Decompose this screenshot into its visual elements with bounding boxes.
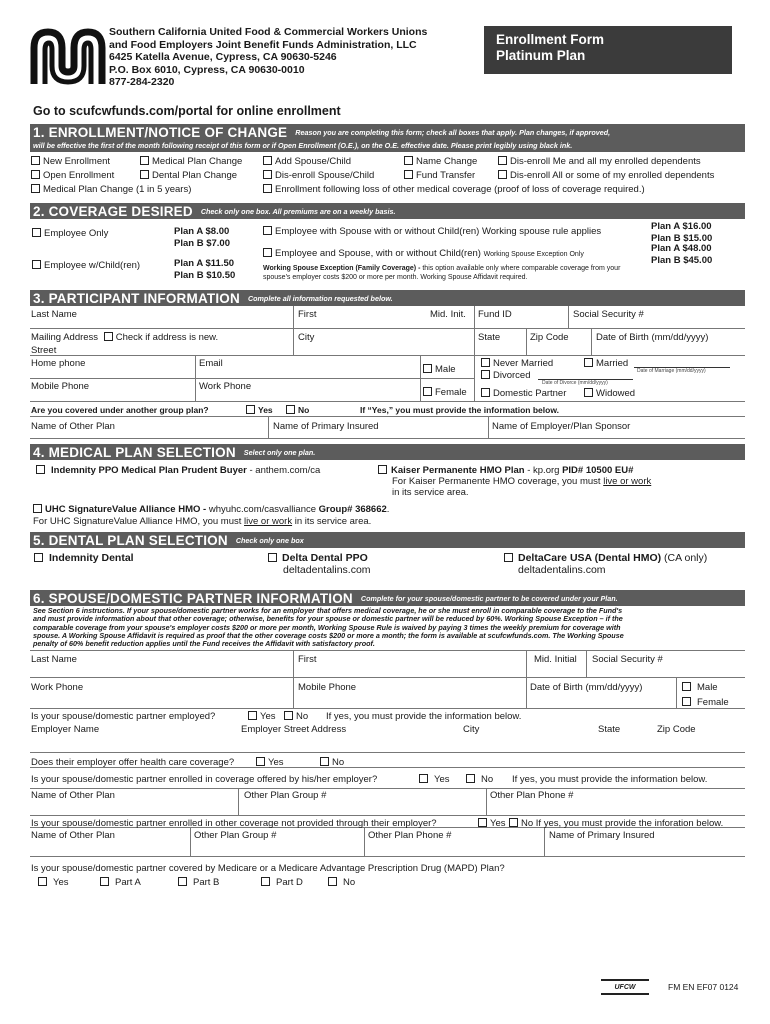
ssn-field[interactable]: Social Security # <box>573 309 644 320</box>
divorced-checkbox[interactable] <box>481 370 531 381</box>
divider <box>364 827 365 856</box>
no-label: No <box>481 774 494 785</box>
checkbox-icon <box>682 697 691 706</box>
employee-spouse-checkbox[interactable] <box>263 248 584 259</box>
no-label: No <box>332 757 345 768</box>
section-5-title: 5. DENTAL PLAN SELECTION <box>33 532 228 548</box>
employee-child-plan-b: Plan B $10.50 <box>174 270 236 281</box>
checkbox-icon <box>481 358 490 367</box>
disenroll-some-checkbox[interactable] <box>498 170 714 181</box>
form-title-badge <box>484 26 732 74</box>
divider <box>30 355 745 356</box>
section-1-title: 1. ENROLLMENT/NOTICE OF CHANGE <box>33 124 288 140</box>
add-spouse-checkbox[interactable] <box>263 156 351 167</box>
form-code: FM EN EF07 0124 <box>668 982 739 992</box>
checkbox-icon <box>263 156 272 165</box>
section-4-note: Select only one plan. <box>243 447 316 457</box>
other-group-yes-checkbox[interactable] <box>246 405 273 415</box>
kaiser-note-text: For Kaiser Permanente HMO coverage, you must <box>392 476 604 487</box>
checkbox-icon <box>284 711 293 720</box>
female-checkbox[interactable] <box>423 387 467 398</box>
married-label: Married <box>596 358 629 369</box>
section-5-note: Check only one box <box>235 535 304 545</box>
wse-note-text: this option available only where comparable coverage from your <box>422 265 621 272</box>
address-new-label: Check if address is new. <box>115 332 219 343</box>
part-b-label: Part B <box>193 877 220 888</box>
mailing-address-label: Mailing Address <box>31 332 99 343</box>
wse-note-2: spouse's employer costs $200 or more per month. Working Spouse Affidavit required. <box>263 274 528 281</box>
checkbox-icon <box>481 370 490 379</box>
checkbox-icon <box>423 364 432 373</box>
indemnity-ppo-label: Indemnity PPO Medical Plan Prudent Buyer <box>51 465 247 476</box>
uhc-note-underline: live or work <box>244 516 293 527</box>
phone-number: 877-284-2320 <box>109 76 175 89</box>
portal-link[interactable]: Go to scufcwfunds.com/portal for online enrollment <box>33 104 341 118</box>
other-group-instruction: If “Yes,” you must provide the information below. <box>360 405 559 415</box>
last-name-field[interactable]: Last Name <box>31 309 77 320</box>
employee-child-plan-a: Plan A $11.50 <box>174 258 235 269</box>
name-change-label: Name Change <box>416 156 478 167</box>
street-label: Street <box>31 345 57 356</box>
checkbox-icon <box>404 156 413 165</box>
employer-city-field[interactable]: City <box>463 724 480 735</box>
divider <box>488 416 489 438</box>
checkbox-icon <box>682 682 691 691</box>
other-coverage-insured-field[interactable]: Name of Primary Insured <box>549 830 655 841</box>
indemnity-ppo-checkbox[interactable] <box>36 465 320 476</box>
deltacare-url: deltadentalins.com <box>518 564 606 576</box>
domestic-partner-label: Domestic Partner <box>493 388 567 399</box>
divider <box>30 328 745 329</box>
kaiser-label: Kaiser Permanente HMO Plan <box>391 465 525 476</box>
section-2-header <box>30 203 745 219</box>
divider <box>190 827 191 856</box>
checkbox-icon <box>31 184 40 193</box>
mailing-address-field[interactable] <box>31 332 218 343</box>
divider <box>526 650 527 708</box>
checkbox-icon <box>498 170 507 179</box>
wse-only-label: Working Spouse Exception Only <box>483 251 584 258</box>
other-coverage-no-checkbox[interactable] <box>509 818 723 829</box>
disenroll-me-label: Dis-enroll Me and all my enrolled dependents <box>510 156 701 167</box>
spouse-other-phone-field[interactable]: Other Plan Phone # <box>490 790 574 801</box>
spouse-employed-instruction: If yes, you must provide the information below. <box>326 711 522 722</box>
checkbox-icon <box>419 774 428 783</box>
checkbox-icon <box>498 156 507 165</box>
divider <box>30 788 745 789</box>
divider <box>293 306 294 355</box>
section-4-header <box>30 444 745 460</box>
org-line-1: Southern California United Food & Commercial Workers Unions <box>109 26 428 38</box>
checkbox-icon <box>481 388 490 397</box>
divorced-label: Divorced <box>493 370 531 381</box>
address-line-1: 6425 Katella Avenue, Cypress, CA 90630-5246 <box>109 51 337 64</box>
divider <box>30 650 745 651</box>
married-checkbox[interactable] <box>584 358 628 369</box>
employer-name-field[interactable]: Employer Name <box>31 724 100 735</box>
employee-only-label: Employee Only <box>44 228 109 239</box>
kaiser-note-underline: live or work <box>603 476 652 487</box>
employee-spouse-rule-checkbox[interactable] <box>263 226 601 237</box>
employee-spouse-label: Employee and Spouse, with or without Child(ren) <box>275 248 481 259</box>
never-married-checkbox[interactable] <box>481 358 553 369</box>
male-checkbox[interactable] <box>423 364 456 375</box>
spouse-mid-initial-field[interactable]: Mid. Initial <box>534 654 577 665</box>
enrolled-employer-question: Is your spouse/domestic partner enrolled in coverage offered by his/her employer? <box>31 774 378 785</box>
name-change-checkbox[interactable] <box>404 156 477 167</box>
section-3-note: Complete all information requested below. <box>247 293 393 303</box>
section-1-header <box>30 124 745 140</box>
divorce-date-label: Date of Divorce (mm/dd/yyyy) <box>542 380 608 386</box>
work-phone-field[interactable]: Work Phone <box>199 381 252 392</box>
spouse-last-name-field[interactable]: Last Name <box>31 654 77 665</box>
female-label: Female <box>435 387 467 398</box>
other-group-no-checkbox[interactable] <box>286 405 309 415</box>
funds-logo <box>30 26 106 88</box>
no-label: No <box>343 877 356 888</box>
divider <box>30 378 475 379</box>
part-d-label: Part D <box>276 877 303 888</box>
checkbox-icon <box>478 818 487 827</box>
checkbox-icon <box>31 170 40 179</box>
medical-plan-change-label: Medical Plan Change <box>152 156 243 167</box>
union-mark: UFCW <box>614 983 636 991</box>
checkbox-icon <box>100 877 109 886</box>
divider <box>30 815 745 816</box>
medicare-no-checkbox[interactable] <box>328 877 355 888</box>
primary-insured-field[interactable]: Name of Primary Insured <box>273 421 379 432</box>
uhc-label: UHC SignatureValue Alliance HMO - <box>45 504 207 515</box>
zip-field[interactable]: Zip Code <box>530 332 569 343</box>
indemnity-dental-checkbox[interactable] <box>34 552 134 564</box>
enrolled-employer-instruction: If yes, you must provide the information below. <box>512 774 708 785</box>
delta-ppo-url: deltadentalins.com <box>283 564 371 576</box>
divider <box>544 827 545 856</box>
deltacare-label: DeltaCare USA (Dental HMO) <box>518 552 662 564</box>
checkbox-icon <box>320 757 329 766</box>
uhc-group: Group# 368662 <box>318 504 387 515</box>
employer-sponsor-field[interactable]: Name of Employer/Plan Sponsor <box>492 421 631 432</box>
yes-label: Yes <box>434 774 450 785</box>
employee-spouse-rule-label: Employee with Spouse with or without Child(ren) Working spouse rule applies <box>275 226 602 237</box>
checkbox-icon <box>248 711 257 720</box>
wse-note-bold: Working Spouse Exception (Family Coverage) - <box>263 265 421 272</box>
yes-label: Yes <box>258 405 273 415</box>
email-field[interactable]: Email <box>199 358 223 369</box>
divider <box>568 306 569 328</box>
instructions-line: spouse. A Working Spouse Affidavit is required as proof that the other coverage costs $200 or more a month; the form is available at scufcwfunds.com. The Working Spouse <box>33 630 624 640</box>
checkbox-icon <box>584 388 593 397</box>
disenroll-spouse-checkbox[interactable] <box>263 170 374 181</box>
female-label: Female <box>697 697 729 708</box>
enrollment-loss-checkbox[interactable] <box>263 184 645 195</box>
mobile-phone-field[interactable]: Mobile Phone <box>31 381 90 392</box>
spouse-employed-yes-checkbox[interactable] <box>248 711 276 722</box>
kaiser-pid: PID# 10500 EU# <box>562 465 634 476</box>
spouse-work-phone-field[interactable]: Work Phone <box>31 682 84 693</box>
checkbox-icon <box>423 387 432 396</box>
divider <box>30 416 745 417</box>
uhc-note-2: in its service area. <box>292 516 372 527</box>
open-enrollment-checkbox[interactable] <box>31 170 114 181</box>
part-a-label: Part A <box>115 877 141 888</box>
kaiser-note-2: in its service area. <box>392 487 469 498</box>
enrolled-employer-yes-checkbox[interactable] <box>419 774 450 785</box>
yes-label: Yes <box>53 877 69 888</box>
checkbox-icon <box>263 170 272 179</box>
new-enrollment-label: New Enrollment <box>43 156 111 167</box>
fund-transfer-checkbox[interactable] <box>404 170 475 181</box>
widowed-checkbox[interactable] <box>584 388 635 399</box>
employer-offer-question: Does their employer offer health care coverage? <box>31 757 235 768</box>
divider <box>420 355 421 401</box>
checkbox-icon <box>584 358 593 367</box>
checkbox-icon <box>263 184 272 193</box>
section-6-title: 6. SPOUSE/DOMESTIC PARTNER INFORMATION <box>33 590 353 606</box>
employee-spouse-plan-b: Plan B $45.00 <box>651 255 713 266</box>
checkbox-icon <box>263 248 272 257</box>
delta-ppo-label: Delta Dental PPO <box>282 552 368 564</box>
checkbox-icon <box>504 553 513 562</box>
spouse-dob-field[interactable]: Date of Birth (mm/dd/yyyy) <box>530 682 643 693</box>
checkbox-icon <box>328 877 337 886</box>
checkbox-icon <box>263 226 272 235</box>
disenroll-spouse-label: Dis-enroll Spouse/Child <box>275 170 375 181</box>
address-new-checkbox[interactable] <box>104 332 113 341</box>
checkbox-icon <box>378 465 387 474</box>
checkbox-icon <box>256 757 265 766</box>
form-title: Enrollment Form <box>496 32 605 47</box>
instructions-line: penalty of 60% benefit reduction applies until the Fund receives the Affidavit with satisfactory proof. <box>33 639 375 649</box>
checkbox-icon <box>509 818 518 827</box>
divider <box>486 788 487 815</box>
spouse-employed-question: Is your spouse/domestic partner employed? <box>31 711 216 722</box>
open-enrollment-label: Open Enrollment <box>43 170 115 181</box>
employer-zip-field[interactable]: Zip Code <box>657 724 696 735</box>
employer-offer-yes-checkbox[interactable] <box>256 757 284 768</box>
employee-only-plan-a: Plan A $8.00 <box>174 226 230 237</box>
divider <box>293 650 294 708</box>
checkbox-icon <box>140 170 149 179</box>
wse-note <box>263 265 620 272</box>
employer-street-field[interactable]: Employer Street Address <box>241 724 347 735</box>
divider <box>591 328 592 355</box>
kaiser-note <box>392 476 651 487</box>
spouse-male-checkbox[interactable] <box>682 682 718 693</box>
other-coverage-question: Is your spouse/domestic partner enrolled in other coverage not provided through their employer? <box>31 818 437 829</box>
uhc-url: whyuhc.com/casvalliance <box>206 504 319 515</box>
employee-only-plan-b: Plan B $7.00 <box>174 238 230 249</box>
uhc-note-text: For UHC SignatureValue Alliance HMO, you must <box>33 516 245 527</box>
enrolled-employer-no-checkbox[interactable] <box>466 774 493 785</box>
employee-child-checkbox[interactable] <box>32 260 140 271</box>
no-instruction-label: No If yes, you must provide the inforation below. <box>521 818 724 829</box>
enrollment-loss-label: Enrollment following loss of other medical coverage (proof of loss of coverage required.) <box>275 184 645 195</box>
disenroll-me-checkbox[interactable] <box>498 156 701 167</box>
spouse-ssn-field[interactable]: Social Security # <box>592 654 663 665</box>
instructions-line: See Section 6 instructions. If your spouse/domestic partner works for an employer that offers medical coverage, he or she must enroll in comparable coverage to the Fund's <box>33 606 623 615</box>
yes-label: Yes <box>490 818 506 829</box>
organization-header <box>109 26 449 89</box>
uhc-checkbox[interactable]: UHC SignatureValue Alliance HMO - whyuhc.com/casvalliance Group# 368662. <box>33 504 389 515</box>
medical-plan-change-5yr-label: Medical Plan Change (1 in 5 years) <box>43 184 192 195</box>
male-label: Male <box>697 682 718 693</box>
section-1-note-2: will be effective the first of the month following receipt of this form or if Open Enrollment (O.E.), on the O.E. effective date. Please print legibly using black ink. <box>30 140 745 152</box>
checkbox-icon <box>140 156 149 165</box>
spouse-other-plan-field[interactable]: Name of Other Plan <box>31 790 115 801</box>
instructions-line: comparable coverage from your spouse's employer costs $200 or more per month, Working Spouse Rule is waived by paying 3 times the weekly premium for coverage with <box>33 622 621 632</box>
divider <box>30 677 745 678</box>
employee-only-checkbox[interactable] <box>32 228 108 239</box>
kaiser-url: - kp.org <box>524 465 563 476</box>
divider <box>676 677 677 708</box>
spouse-employed-no-checkbox[interactable] <box>284 711 308 722</box>
employee-spouse-plan-a: Plan A $48.00 <box>651 243 712 254</box>
medicare-yes-checkbox[interactable] <box>38 877 69 888</box>
address-line-2: P.O. Box 6010, Cypress, CA 90630-0010 <box>109 63 305 76</box>
other-coverage-plan-field[interactable]: Name of Other Plan <box>31 830 115 841</box>
section-6-instructions <box>33 607 745 648</box>
checkbox-icon <box>38 877 47 886</box>
divider <box>30 752 745 753</box>
checkbox-icon <box>32 260 41 269</box>
male-label: Male <box>435 364 456 375</box>
checkbox-icon <box>36 465 45 474</box>
employee-spouse-rule-plan-a: Plan A $16.00 <box>651 221 712 232</box>
checkbox-icon <box>31 156 40 165</box>
kaiser-checkbox[interactable] <box>378 465 633 476</box>
divider <box>30 438 745 439</box>
medical-plan-change-checkbox[interactable] <box>140 156 242 167</box>
checkbox-icon <box>33 504 42 513</box>
section-4-title: 4. MEDICAL PLAN SELECTION <box>33 444 236 460</box>
add-spouse-label: Add Spouse/Child <box>275 156 352 167</box>
plan-title: Platinum Plan <box>496 48 586 63</box>
other-coverage-group-field[interactable]: Other Plan Group # <box>194 830 277 841</box>
city-field[interactable]: City <box>298 332 315 343</box>
divider <box>526 328 527 355</box>
uhc-note <box>33 516 371 527</box>
checkbox-icon <box>286 405 295 414</box>
no-label: No <box>298 405 310 415</box>
org-line-2: and Food Employers Joint Benefit Funds Administration, LLC <box>109 38 417 51</box>
union-bug-logo <box>601 979 649 995</box>
spouse-female-checkbox[interactable] <box>682 697 729 708</box>
medical-plan-change-5yr-checkbox[interactable] <box>31 184 191 195</box>
other-coverage-phone-field[interactable]: Other Plan Phone # <box>368 830 452 841</box>
deltacare-checkbox[interactable] <box>504 552 707 564</box>
dental-plan-change-label: Dental Plan Change <box>152 170 238 181</box>
divider <box>268 416 269 438</box>
other-group-question: Are you covered under another group plan? <box>31 405 209 415</box>
section-2-note: Check only one box. All premiums are on a weekly basis. <box>200 206 396 216</box>
dental-plan-change-checkbox[interactable] <box>140 170 237 181</box>
medicare-question: Is your spouse/domestic partner covered by Medicare or a Medicare Advantage Prescription Drug (MAPD) Plan? <box>31 863 505 874</box>
deltacare-ca-label: (CA only) <box>661 552 708 564</box>
disenroll-some-label: Dis-enroll All or some of my enrolled dependents <box>510 170 715 181</box>
spouse-other-group-field[interactable]: Other Plan Group # <box>244 790 327 801</box>
divider <box>30 401 745 402</box>
home-phone-field[interactable]: Home phone <box>31 358 86 369</box>
medicare-part-a-checkbox[interactable] <box>100 877 141 888</box>
checkbox-icon <box>404 170 413 179</box>
employer-offer-no-checkbox[interactable] <box>320 757 344 768</box>
checkbox-icon <box>34 553 43 562</box>
checkbox-icon <box>32 228 41 237</box>
domestic-partner-checkbox[interactable] <box>481 388 566 399</box>
indemnity-ppo-url: - anthem.com/ca <box>246 465 321 476</box>
fund-transfer-label: Fund Transfer <box>416 170 476 181</box>
medicare-part-d-checkbox[interactable] <box>261 877 303 888</box>
first-name-field[interactable]: First <box>298 309 317 320</box>
middle-initial-field[interactable]: Mid. Init. <box>430 309 466 320</box>
checkbox-icon <box>268 553 277 562</box>
spouse-mobile-phone-field[interactable]: Mobile Phone <box>298 682 357 693</box>
instructions-line: and must provide information about that other coverage; otherwise, benefits for your spouse or domestic partner will be reduced by 60%. Working Spouse Exception – if the <box>33 614 623 624</box>
section-5-header <box>30 532 745 548</box>
never-married-label: Never Married <box>493 358 554 369</box>
marriage-date-label: Date of Marriage (mm/dd/yyyy) <box>637 368 706 374</box>
spouse-first-name-field[interactable]: First <box>298 654 317 665</box>
employee-spouse-rule-plan-b: Plan B $15.00 <box>651 233 713 244</box>
divider <box>238 788 239 815</box>
section-3-header <box>30 290 745 306</box>
medicare-part-b-checkbox[interactable] <box>178 877 219 888</box>
checkbox-icon <box>178 877 187 886</box>
delta-ppo-checkbox[interactable] <box>268 552 368 564</box>
new-enrollment-checkbox[interactable] <box>31 156 110 167</box>
checkbox-icon <box>246 405 255 414</box>
divider <box>474 306 475 401</box>
divider <box>30 856 745 857</box>
section-2-title: 2. COVERAGE DESIRED <box>33 203 193 219</box>
checkbox-icon <box>261 877 270 886</box>
divider <box>30 708 745 709</box>
no-label: No <box>296 711 309 722</box>
widowed-label: Widowed <box>596 388 636 399</box>
employee-child-label: Employee w/Child(ren) <box>44 260 141 271</box>
employer-state-field[interactable]: State <box>598 724 621 735</box>
divider <box>586 650 587 677</box>
other-plan-field[interactable]: Name of Other Plan <box>31 421 115 432</box>
state-field[interactable]: State <box>478 332 501 343</box>
section-1-note: Reason you are completing this form; check all boxes that apply. Plan changes, if approved, <box>295 127 611 137</box>
yes-label: Yes <box>268 757 284 768</box>
yes-label: Yes <box>260 711 276 722</box>
section-6-note: Complete for your spouse/domestic partner to be covered under your Plan. <box>360 593 618 603</box>
fund-id-field[interactable]: Fund ID <box>478 309 512 320</box>
section-3-title: 3. PARTICIPANT INFORMATION <box>33 290 240 306</box>
indemnity-dental-label: Indemnity Dental <box>49 552 134 564</box>
dob-field[interactable]: Date of Birth (mm/dd/yyyy) <box>596 332 709 343</box>
section-6-header <box>30 590 745 606</box>
checkbox-icon <box>466 774 475 783</box>
other-coverage-yes-checkbox[interactable] <box>478 818 506 829</box>
divider <box>195 355 196 401</box>
